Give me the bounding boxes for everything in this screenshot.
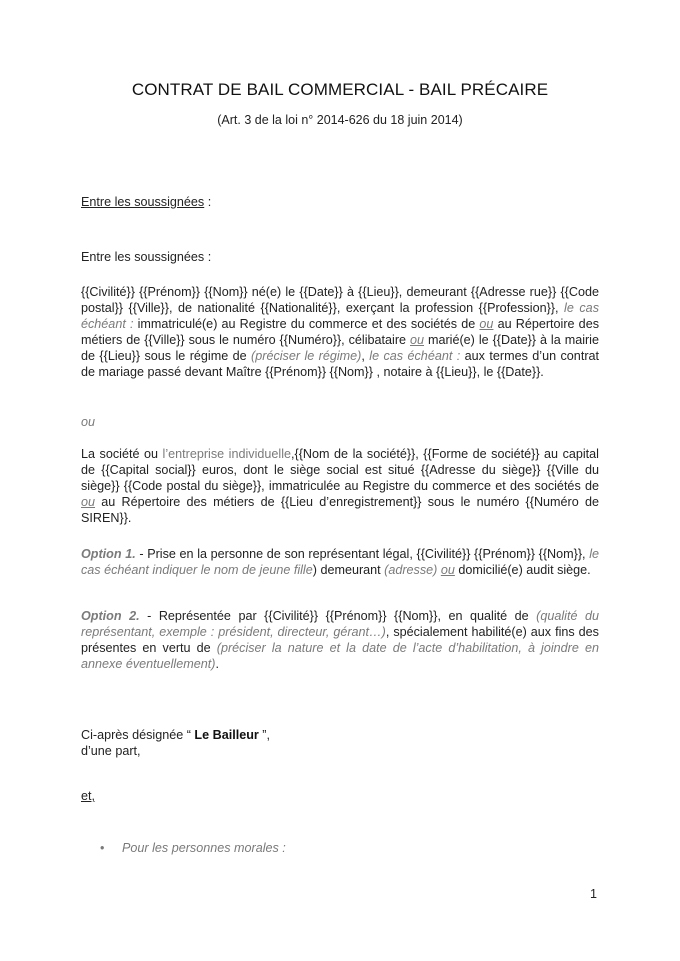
company-grey: l’entreprise individuelle [162, 447, 291, 461]
person-italic: le cas échéant : [369, 349, 461, 363]
designation-part: d’une part, [81, 744, 141, 758]
option1-paragraph [81, 546, 599, 578]
option2-text: . [215, 657, 219, 671]
section-heading-soussignees [81, 194, 599, 210]
person-text: marié(e) le {{Date}} à la mairie de {{Lieu}} sous le régime de [81, 333, 599, 363]
company-or: ou [81, 495, 96, 509]
designation-bailleur: Le Bailleur [194, 728, 259, 742]
person-italic: le cas échéant : [81, 301, 599, 331]
company-text: au Répertoire des métiers de {{Lieu d’enregistrement}} sous le numéro {{Numéro de SIREN}}. [81, 495, 599, 525]
designation-suffix: ”, [258, 728, 270, 742]
person-text: aux termes d’un contrat de mariage passé devant Maître {{Prénom}} {{Nom}} , notaire à {{Lieu}}, le {{Date}}. [81, 349, 600, 379]
et-text: et, [81, 789, 96, 803]
person-or: ou [410, 333, 425, 347]
option1-text: domicilié(e) audit siège. [454, 563, 591, 577]
person-or: ou [479, 317, 494, 331]
option1-or: ou [440, 563, 455, 577]
option1-italic: le cas échéant indiquer le nom de jeune fille [81, 547, 599, 577]
bailleur-designation [81, 727, 599, 743]
bullet-item-personnes-morales: Pour les personnes morales : [122, 841, 286, 855]
designation-prefix: Ci-après désignée “ [81, 728, 195, 742]
bullet-icon: • [100, 841, 105, 855]
person-text: au Répertoire des métiers de {{Ville}} sous le numéro {{Numéro}}, célibataire [81, 317, 599, 347]
person-paragraph [81, 284, 599, 380]
company-paragraph [81, 446, 599, 526]
option2-paragraph [81, 608, 599, 672]
document-title: CONTRAT DE BAIL COMMERCIAL - BAIL PRÉCAIRE [131, 80, 549, 99]
heading-colon: : [204, 195, 212, 209]
option2-italic: (qualité du représentant, exemple : président, directeur, gérant…) [81, 609, 600, 639]
option1-italic: (adresse) [384, 563, 438, 577]
option1-label: Option 1. [81, 547, 136, 561]
document-subtitle: (Art. 3 de la loi n° 2014-626 du 18 juin 2014) [217, 113, 463, 127]
option2-label: Option 2. [81, 609, 140, 623]
heading-text: Entre les soussignées [81, 195, 205, 209]
person-text: {{Civilité}} {{Prénom}} {{Nom}} né(e) le {{Date}} à {{Lieu}}, demeurant {{Adresse rue}} {{Code postal}} {{Ville}}, de nationalité {{Nationalité}}, exerçant la profession {{Profession}}, [81, 285, 599, 315]
person-italic: (préciser le régime) [251, 349, 362, 363]
company-text: ,{{Nom de la société}}, {{Forme de société}} au capital de {{Capital social}} euros, dont le siège social est situé {{Adresse du siège}} {{Ville du siège}} {{Code postal du siège}}, immatriculée au Registre du commerce et des sociétés de [81, 447, 599, 493]
page-number: 1 [590, 887, 598, 901]
option1-text: - Prise en la personne de son représentant légal, {{Civilité}} {{Prénom}} {{Nom}}, [135, 547, 590, 561]
person-text: , [361, 349, 370, 363]
option2-text: , spécialement habilité(e) aux fins des présentes en vertu de [81, 625, 599, 655]
option2-italic: (préciser la nature et la date de l’acte d’habilitation, à joindre en annexe éventuellement) [81, 641, 599, 671]
option2-text: - Représentée par {{Civilité}} {{Prénom}} {{Nom}}, en qualité de [139, 609, 537, 623]
intro-line: Entre les soussignées : [81, 250, 212, 264]
et-line [81, 788, 599, 804]
company-text: La société ou [81, 447, 163, 461]
option1-text: ) demeurant [312, 563, 385, 577]
person-text: immatriculé(e) au Registre du commerce et des sociétés de [133, 317, 480, 331]
ou-separator: ou [81, 415, 96, 429]
